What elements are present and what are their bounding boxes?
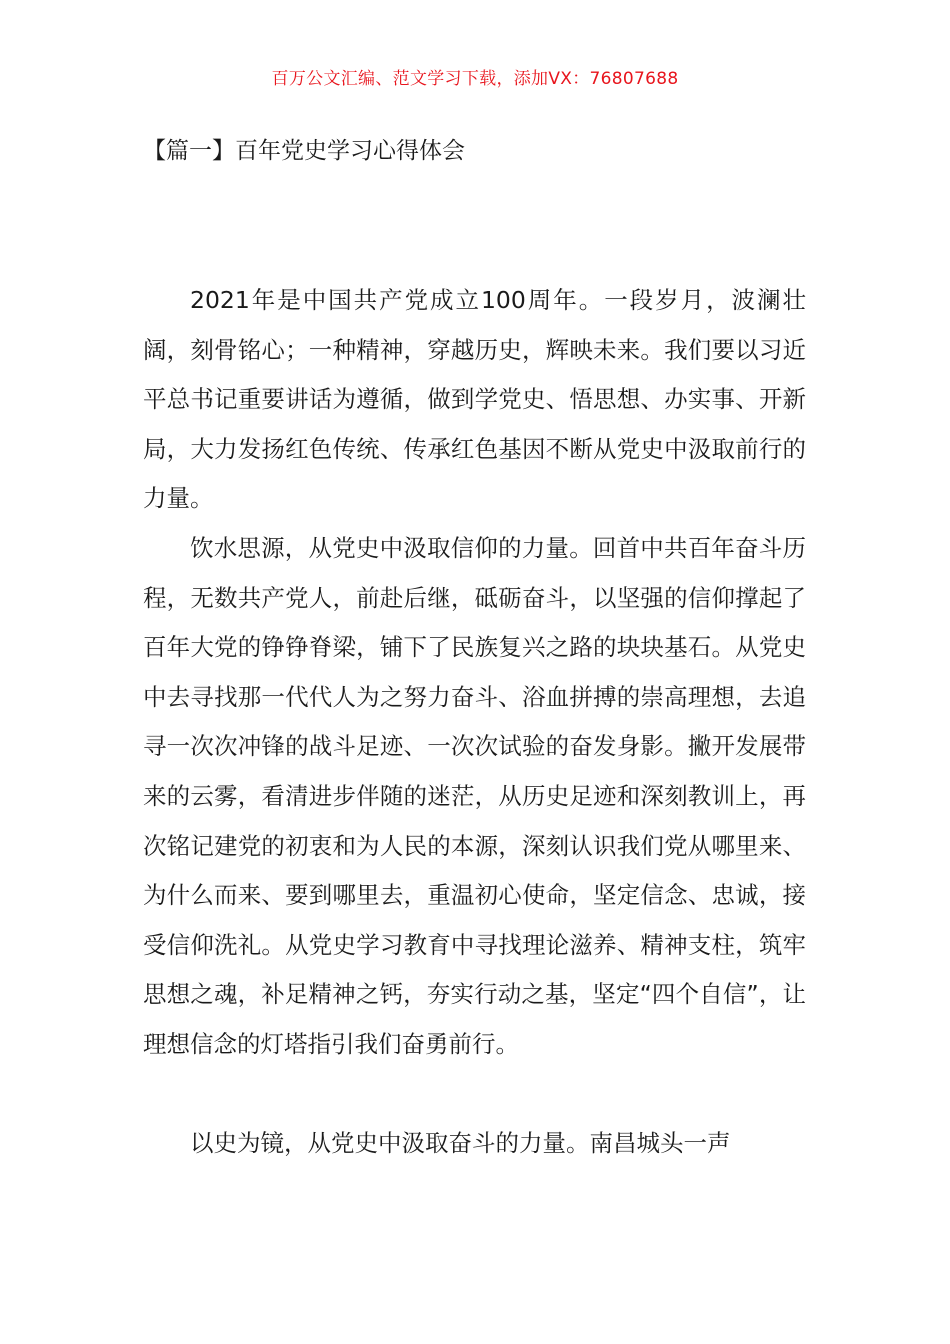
paragraph-2: 饮水思源，从党史中汲取信仰的力量。回首中共百年奋斗历程，无数共产党人，前赴后继，砥砺奋斗，以坚强的信仰撑起了百年大党的铮铮脊梁，铺下了民族复兴之路的块块基石。从党史中去寻找那一代代人为之努力奋斗、浴血拼搏的崇高理想，去追寻一次次冲锋的战斗足迹、一次次试验的奋发身影。撇开发展带来的云雾，看清进步伴随的迷茫，从历史足迹和深刻教训上，再次铭记建党的初衷和为人民的本源，深刻认识我们党从哪里来、为什么而来、要到哪里去，重温初心使命，坚定信念、忠诚，接受信仰洗礼。从党史学习教育中寻找理论滋养、精神支柱，筑牢思想之魂，补足精神之钙，夯实行动之基，坚定“四个自信”，让理想信念的灯塔指引我们奋勇前行。 bbox=[143, 533, 806, 1058]
paragraph-1: 2021年是中国共产党成立100周年。一段岁月，波澜壮阔，刻骨铭心；一种精神，穿越历史，辉映未来。我们要以习近平总书记重要讲话为遵循，做到学党史、悟思想、办实事、开新局，大力发扬红色传统、传承红色基因不断从党史中汲取前行的力量。 bbox=[143, 286, 806, 513]
header-note: 百万公文汇编、范文学习下载，添加VX：76807688 bbox=[271, 69, 679, 89]
document-title: 【篇一】百年党史学习心得体会 bbox=[143, 138, 465, 164]
paragraph-3: 以史为镜，从党史中汲取奋斗的力量。南昌城头一声 bbox=[190, 1128, 731, 1157]
document-body bbox=[143, 276, 806, 1168]
